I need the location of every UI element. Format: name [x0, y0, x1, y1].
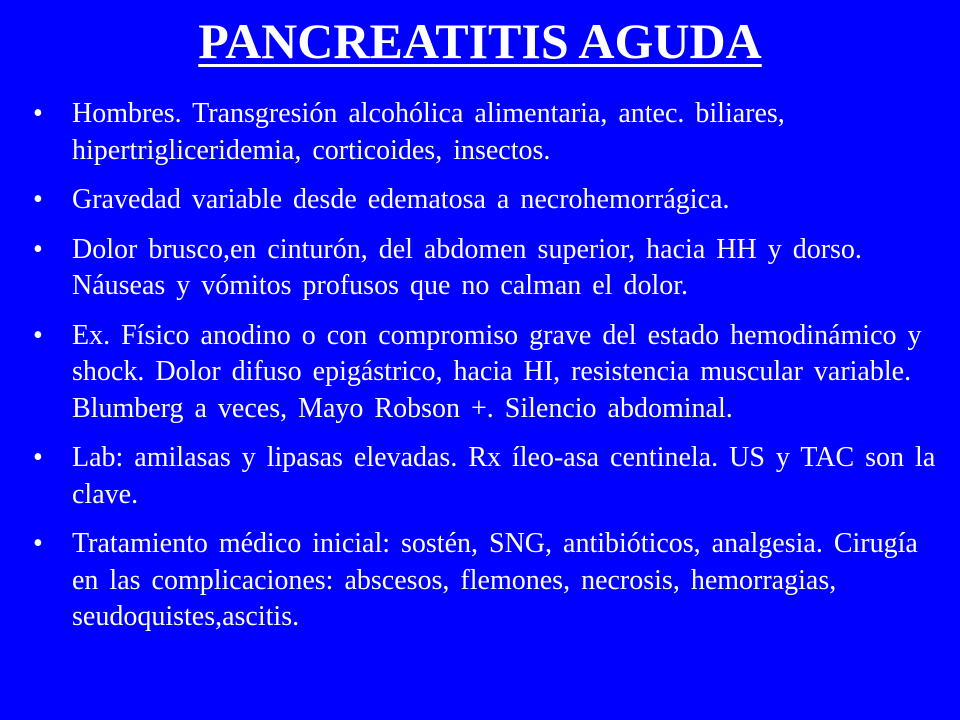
bullet-item: [28, 182, 948, 219]
slide-title: [0, 6, 960, 76]
bullet-item: [28, 440, 948, 513]
bullet-item: [28, 526, 948, 636]
bullet-text: Dolor brusco,en cinturón, del abdomen superior, hacia HH y dorso. Náuseas y vómitos profusos que no calman el dolor.: [72, 233, 862, 301]
bullet-dot-icon: •: [33, 319, 43, 351]
bullet-dot-icon: •: [33, 184, 43, 215]
bullet-text: Tratamiento médico inicial: sostén, SNG, antibióticos, analgesia. Cirugía en las complicaciones: abscesos, flemones, necrosis, hemorragias, seudoquistes,ascitis.: [72, 528, 918, 632]
bullet-item: [28, 318, 948, 428]
bullet-item: [28, 96, 948, 169]
slide-title-text: PANCREATITIS AGUDA: [198, 13, 762, 69]
bullet-text: Hombres. Transgresión alcohólica alimentaria, antec. biliares, hipertrigliceridemia, corticoides, insectos.: [72, 98, 785, 166]
bullet-dot-icon: •: [33, 528, 43, 559]
bullet-item: [28, 232, 948, 305]
bullet-dot-icon: •: [33, 233, 43, 265]
bullet-text: Lab: amilasas y lipasas elevadas. Rx íleo-asa centinela. US y TAC son la clave.: [72, 442, 936, 510]
bullet-dot-icon: •: [33, 442, 43, 473]
bullet-text: Gravedad variable desde edematosa a necrohemorrágica.: [72, 184, 730, 215]
bullet-dot-icon: •: [33, 98, 43, 129]
bullet-text: Ex. Físico anodino o con compromiso grave del estado hemodinámico y shock. Dolor difuso epigástrico, hacia HI, resistencia muscular variable. Blumberg a veces, Mayo Robson +. Silencio abdominal.: [72, 319, 922, 424]
bullet-list: [28, 96, 948, 649]
